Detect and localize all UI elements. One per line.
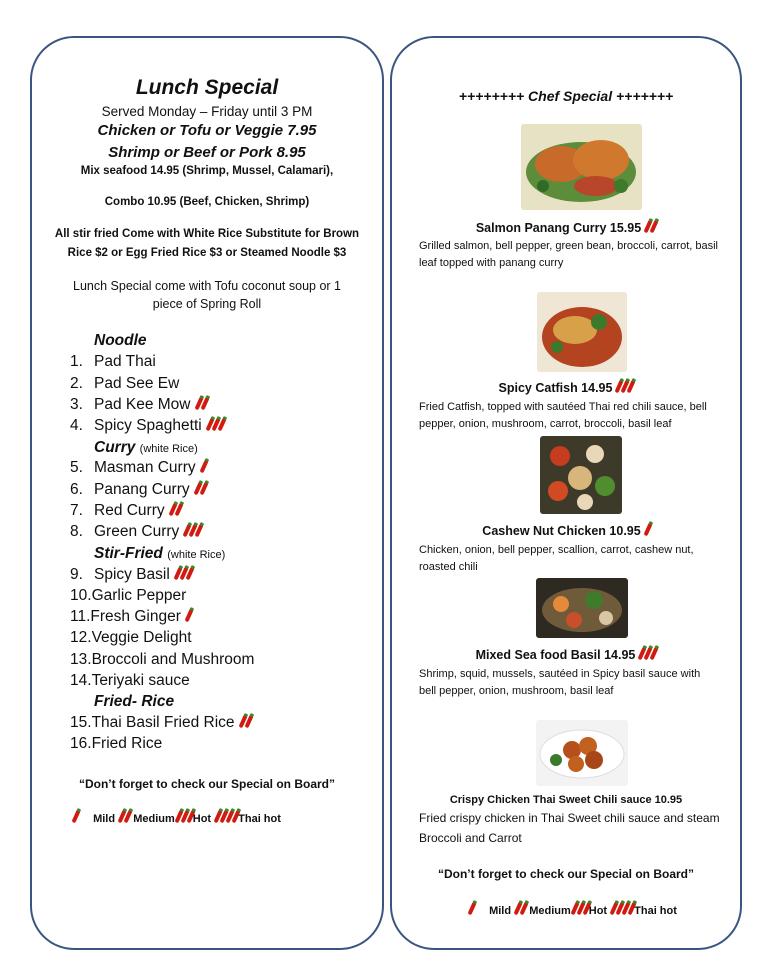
dish-desc-3: Chicken, onion, bell pepper, scallion, carrot, cashew nut, roasted chili: [419, 544, 694, 573]
item-number: 2.: [70, 375, 83, 392]
legend-medium: Medium: [529, 905, 571, 917]
stir-fried-note-line-1: All stir fried Come with White Rice Substitute for Brown: [54, 228, 360, 240]
chili-icon: [468, 902, 477, 916]
item-name: Panang Curry: [94, 481, 190, 498]
section-stir-fried: Stir-Fried (white Rice): [94, 545, 226, 562]
lunch-menu-item: [70, 566, 192, 584]
legend-thai-hot: Thai hot: [634, 905, 677, 917]
item-number: 7.: [70, 502, 83, 519]
lunch-menu-item: [70, 672, 190, 690]
item-name: Veggie Delight: [91, 629, 192, 646]
item-name: Broccoli and Mushroom: [91, 651, 255, 668]
item-name: Pad Kee Mow: [94, 396, 191, 413]
item-name: Masman Curry: [94, 459, 196, 476]
mixed-seafood-basil-photo: [536, 578, 628, 638]
item-number: 5.: [70, 459, 83, 476]
item-name: Red Curry: [94, 502, 165, 519]
dish-desc-2: Fried Catfish, topped with sautéed Thai red chili sauce, bell pepper, onion, mushroom, carrot, broccoli, basil leaf: [419, 401, 707, 430]
lunch-menu-item: [70, 417, 224, 435]
dish-title-4: Mixed Sea food Basil 14.95: [390, 647, 742, 662]
item-number: 4.: [70, 417, 83, 434]
chef-special-header: ++++++++ Chef Special +++++++: [458, 88, 674, 104]
item-number: 1.: [70, 353, 83, 370]
legend-hot: Hot: [192, 813, 212, 825]
item-name: Teriyaki sauce: [91, 672, 190, 689]
item-number: 11.: [70, 608, 91, 625]
lunch-menu-item: [70, 629, 192, 647]
salmon-photo-art: [521, 124, 642, 210]
cashew-nut-chicken-photo: [540, 436, 622, 514]
left-spice-legend: [72, 810, 281, 825]
item-number: 9.: [70, 566, 83, 583]
item-number: 15.: [70, 714, 92, 731]
price-line-2: Shrimp or Beef or Pork 8.95: [108, 144, 306, 161]
item-name: Spicy Basil: [94, 566, 170, 583]
lunch-menu-item: [70, 735, 162, 753]
crispy-chicken-photo-art: [536, 720, 628, 786]
dish-desc-1: Grilled salmon, bell pepper, green bean, broccoli, carrot, basil leaf topped with panang curry: [419, 240, 718, 269]
served-hours: Served Monday – Friday until 3 PM: [101, 104, 313, 119]
lunch-special-title: Lunch Special: [135, 76, 279, 99]
dish-desc-4: Shrimp, squid, mussels, sautéed in Spicy basil sauce with bell pepper, onion, mushroom, basil leaf: [419, 668, 701, 697]
price-line-1: Chicken or Tofu or Veggie 7.95: [97, 122, 317, 139]
soup-note-line-1: Lunch Special come with Tofu coconut soup or 1: [73, 279, 341, 293]
dish-title-5: Crispy Chicken Thai Sweet Chili sauce 10.95: [449, 794, 683, 806]
section-noodle: Noodle: [94, 332, 147, 349]
lunch-menu-item: [70, 714, 251, 732]
item-number: 12.: [70, 629, 92, 646]
item-number: 16.: [70, 735, 92, 752]
spicy-catfish-photo: [537, 292, 627, 372]
item-name: Spicy Spaghetti: [94, 417, 202, 434]
section-curry: Curry (white Rice): [94, 439, 198, 456]
lunch-menu-item: [70, 587, 186, 605]
item-name: Fresh Ginger: [90, 608, 181, 625]
item-number: 8.: [70, 523, 83, 540]
legend-medium: Medium: [133, 813, 175, 825]
catfish-photo-art: [537, 292, 627, 372]
lunch-menu-item: [70, 375, 179, 393]
lunch-menu-item: [70, 502, 181, 520]
item-number: 13.: [70, 651, 92, 668]
item-number: 10.: [70, 587, 92, 604]
right-footer-note: “Don’t forget to check our Special on Board”: [437, 867, 695, 881]
dish-title-1: Salmon Panang Curry 15.95: [390, 220, 742, 235]
dish-title-2: Spicy Catfish 14.95: [390, 380, 742, 395]
item-number: 6.: [70, 481, 83, 498]
item-name: Pad See Ew: [94, 375, 180, 392]
chili-icon: [72, 810, 81, 824]
stir-fried-note-line-2: Rice $2 or Egg Fried Rice $3 or Steamed Noodle $3: [67, 247, 347, 259]
chili-icon: [643, 523, 652, 537]
item-name: Thai Basil Fried Rice: [91, 714, 235, 731]
section-fried-rice: Fried- Rice: [94, 693, 175, 710]
mix-seafood-price: Mix seafood 14.95 (Shrimp, Mussel, Calamari),: [80, 165, 334, 177]
legend-hot: Hot: [588, 905, 608, 917]
lunch-menu-item: [70, 523, 201, 541]
right-spice-legend: [468, 902, 677, 917]
item-name: Garlic Pepper: [91, 587, 187, 604]
dish-title-3: Cashew Nut Chicken 10.95: [390, 523, 742, 538]
lunch-menu-item: [70, 459, 206, 477]
combo-price: Combo 10.95 (Beef, Chicken, Shrimp): [104, 196, 310, 208]
lunch-menu-item: [70, 353, 156, 371]
lunch-menu-item: [70, 396, 207, 414]
legend-thai-hot: Thai hot: [238, 813, 281, 825]
legend-mild: Mild: [489, 905, 512, 917]
dish-desc-5: Fried crispy chicken in Thai Sweet chili sauce and steam Broccoli and Carrot: [419, 811, 720, 845]
item-name: Pad Thai: [94, 353, 156, 370]
item-name: Green Curry: [94, 523, 180, 540]
cashew-photo-art: [540, 436, 622, 514]
lunch-menu-item: [70, 481, 206, 499]
item-number: 14.: [70, 672, 92, 689]
legend-mild: Mild: [93, 813, 116, 825]
item-number: 3.: [70, 396, 83, 413]
lunch-menu-item: [70, 608, 191, 626]
left-footer-note: “Don’t forget to check our Special on Board”: [78, 777, 336, 791]
soup-note-line-2: piece of Spring Roll: [152, 297, 262, 311]
seafood-photo-art: [536, 578, 628, 638]
crispy-chicken-photo: [536, 720, 628, 786]
item-name: Fried Rice: [91, 735, 163, 752]
lunch-menu-item: [70, 651, 254, 669]
salmon-panang-curry-photo: [521, 124, 642, 210]
